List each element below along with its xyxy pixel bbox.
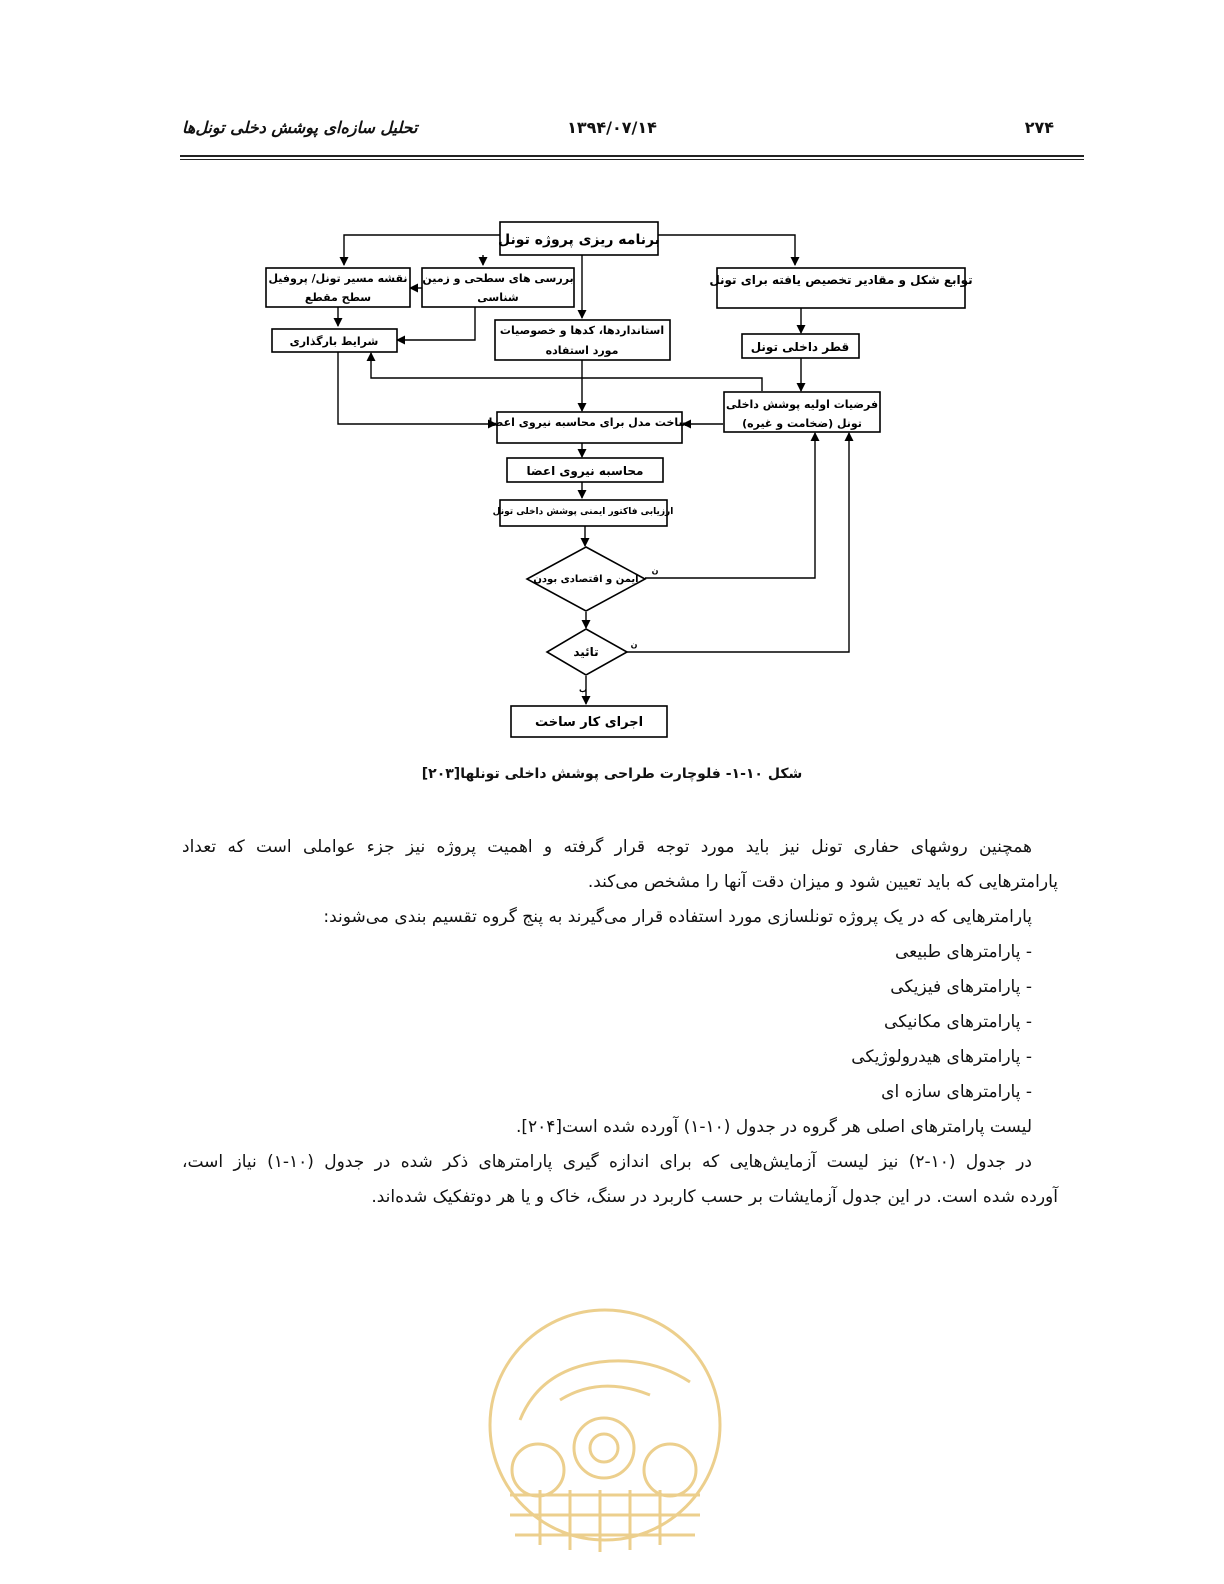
list-item: - پارامترهای سازه ای [881, 1082, 1032, 1102]
paragraph-3: لیست پارامترهای اصلی هر گروه در جدول (۱۰-۱) آورده شده است[۲۰۴]. [515, 1117, 1032, 1137]
branch-no-label-2: ن [630, 640, 638, 649]
svg-text:فرضیات اولیه پوشش داخلی: فرضیات اولیه پوشش داخلی [725, 398, 879, 411]
running-header-date: ۱۳۹۴/۰۷/۱۴ [567, 118, 657, 137]
svg-text:ساخت مدل برای محاسبه نیروی اعض: ساخت مدل برای محاسبه نیروی اعضا [488, 416, 690, 429]
svg-text:تائید: تائید [573, 645, 599, 659]
list-item: - پارامترهای طبیعی [894, 942, 1032, 962]
svg-text:برنامه ریزی پروژه تونل: برنامه ریزی پروژه تونل [498, 232, 660, 248]
svg-text:استانداردها، کدها و خصوصیات: استانداردها، کدها و خصوصیات [499, 324, 665, 337]
svg-text:نقشه مسیر تونل/ پروفیل: نقشه مسیر تونل/ پروفیل [268, 272, 408, 285]
list-item: - پارامترهای مکانیکی [884, 1012, 1032, 1032]
branch-no-label: ن [651, 566, 659, 575]
list-item: - پارامترهای هیدرولوژیکی [851, 1047, 1032, 1067]
svg-text:سطح مقطع: سطح مقطع [304, 291, 372, 304]
paragraph-4-line-1: در جدول (۱۰-۲) نیز لیست آزمایش‌هایی که برای اندازه گیری پارامترهای ذکر شده در جدول (۱۰-۱) نیاز است، [182, 1152, 1032, 1172]
svg-text:محاسبه نیروی اعضا: محاسبه نیروی اعضا [526, 464, 644, 478]
paragraph-2: پارامترهایی که در یک پروژه تونلسازی مورد استفاده قرار می‌گیرند به پنج گروه تقسیم بندی می‌شوند: [323, 907, 1032, 927]
page-number: ۲۷۴ [1024, 118, 1054, 137]
branch-yes-label: ب [578, 685, 588, 694]
svg-text:ایمن و اقتصادی بودن: ایمن و اقتصادی بودن [533, 574, 639, 585]
figure-caption: شکل ۱۰-۱- فلوچارت طراحی پوشش داخلی تونلها[۲۰۳] [421, 766, 803, 782]
svg-text:توابع شکل و مقادیر تخصیص یافته: توابع شکل و مقادیر تخصیص یافته برای تونل [709, 273, 973, 287]
svg-text:ارزیابی فاکتور ایمنی پوشش داخل: ارزیابی فاکتور ایمنی پوشش داخلی تونل [492, 507, 674, 517]
running-header-title: تحلیل سازه‌ای پوشش دخلی تونل‌ها [182, 118, 418, 137]
paragraph-1-line-2: پارامترهایی که باید تعیین شود و میزان دقت آنها را مشخص می‌کند. [587, 872, 1058, 892]
svg-text:شناسی: شناسی [477, 291, 519, 304]
paragraph-1-line-1: همچنین روشهای حفاری تونل نیز باید مورد توجه قرار گرفته و اهمیت پروژه نیز جزء عواملی است که تعداد [182, 837, 1032, 857]
svg-text:تونل (ضخامت و غیره): تونل (ضخامت و غیره) [742, 417, 862, 430]
paragraph-4-line-2: آورده شده است. در این جدول آزمایشات بر حسب کاربرد در سنگ، خاک و یا هر دوتفکیک شده‌اند. [371, 1187, 1058, 1207]
svg-text:مورد استفاده: مورد استفاده [545, 344, 619, 357]
svg-text:شرایط بارگذاری: شرایط بارگذاری [289, 335, 379, 348]
svg-text:اجرای کار ساخت: اجرای کار ساخت [534, 715, 644, 730]
svg-text:بررسی های سطحی و زمین: بررسی های سطحی و زمین [422, 272, 574, 285]
list-item: - پارامترهای فیزیکی [890, 977, 1032, 997]
svg-text:قطر داخلی تونل: قطر داخلی تونل [750, 340, 850, 354]
